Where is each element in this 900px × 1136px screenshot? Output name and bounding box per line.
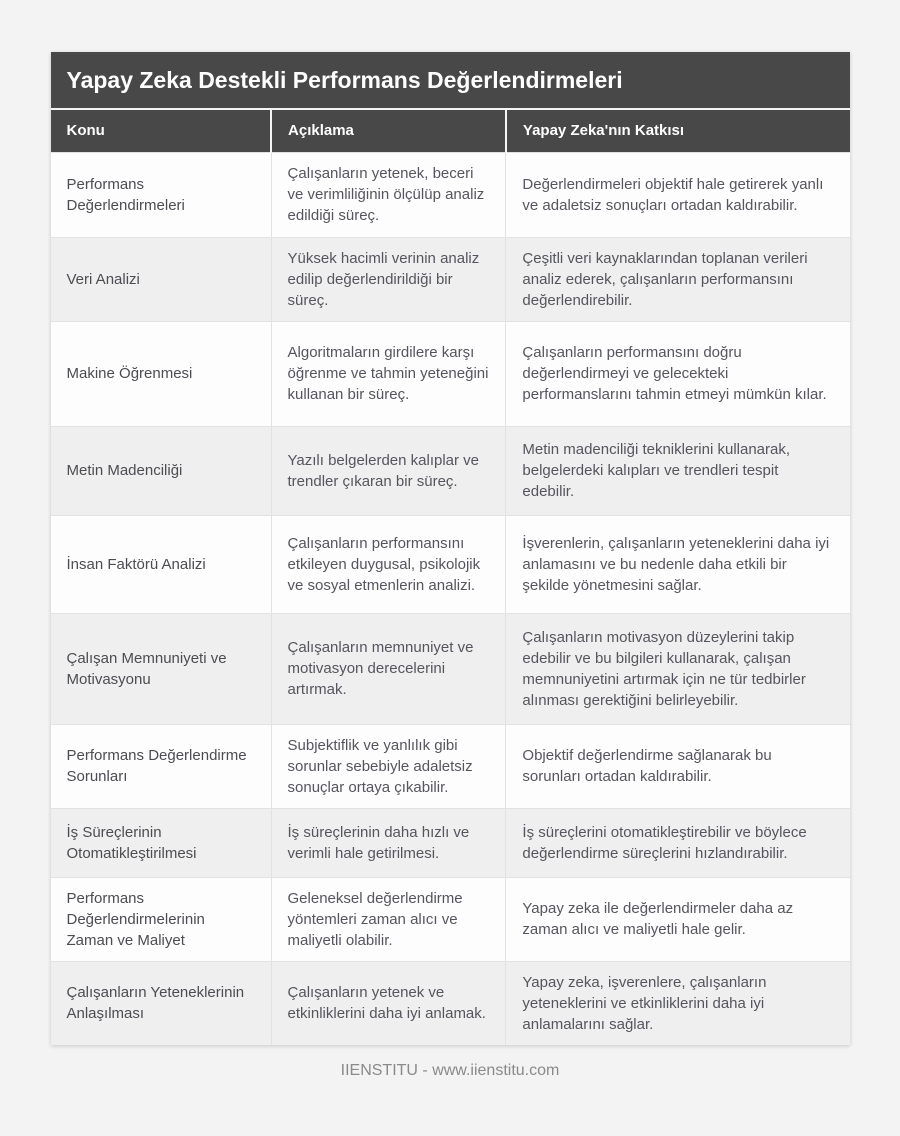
cell-aciklama: Çalışanların yetenek ve etkinliklerini daha iyi anlamak. (271, 961, 506, 1045)
cell-konu: Veri Analizi (51, 237, 272, 321)
cell-aciklama: Çalışanların yetenek, beceri ve verimliliğinin ölçülüp analiz edildiği süreç. (271, 152, 506, 237)
column-header-yapay-zeka-katkisi: Yapay Zeka'nın Katkısı (506, 110, 850, 152)
cell-katki: Değerlendirmeleri objektif hale getirerek yanlı ve adaletsiz sonuçları ortadan kaldırabilir. (506, 152, 850, 237)
table-row (51, 613, 850, 724)
cell-katki: Çalışanların motivasyon düzeylerini takip edebilir ve bu bilgileri kullanarak, çalışan memnuniyetini artırmak için ne tür tedbirler alınması gerektiğini belirleyebilir. (506, 613, 850, 724)
column-header-konu: Konu (51, 110, 272, 152)
table-row (51, 152, 850, 237)
cell-konu: Çalışanların Yeteneklerinin Anlaşılması (51, 961, 272, 1045)
cell-konu: Çalışan Memnuniyeti ve Motivasyonu (51, 613, 272, 724)
table-row (51, 724, 850, 808)
cell-konu: İş Süreçlerinin Otomatikleştirilmesi (51, 808, 272, 877)
cell-katki: Çeşitli veri kaynaklarından toplanan verileri analiz ederek, çalışanların performansını değerlendirebilir. (506, 237, 850, 321)
table-row (51, 237, 850, 321)
cell-konu: Performans Değerlendirmeleri (51, 152, 272, 237)
footer-credit: IIENSTITU - www.iienstitu.com (340, 1062, 560, 1079)
performance-table (51, 110, 850, 1045)
table-row (51, 426, 850, 515)
cell-katki: Metin madenciliği tekniklerini kullanarak, belgelerdeki kalıpları ve trendleri tespit edebilir. (506, 426, 850, 515)
cell-katki: İş süreçlerini otomatikleştirebilir ve böylece değerlendirme süreçlerini hızlandırabilir. (506, 808, 850, 877)
cell-katki: Çalışanların performansını doğru değerlendirmeyi ve gelecekteki performanslarını tahmin etmeyi mümkün kılar. (506, 321, 850, 426)
page-title: Yapay Zeka Destekli Performans Değerlendirmeleri (51, 52, 850, 110)
table-header-row (51, 110, 850, 152)
cell-aciklama: Çalışanların performansını etkileyen duygusal, psikolojik ve sosyal etmenlerin analizi. (271, 515, 506, 613)
cell-aciklama: Geleneksel değerlendirme yöntemleri zaman alıcı ve maliyetli olabilir. (271, 877, 506, 961)
cell-katki: Yapay zeka ile değerlendirmeler daha az zaman alıcı ve maliyetli hale gelir. (506, 877, 850, 961)
cell-aciklama: Subjektiflik ve yanlılık gibi sorunlar sebebiyle adaletsiz sonuçlar ortaya çıkabilir. (271, 724, 506, 808)
cell-konu: Metin Madenciliği (51, 426, 272, 515)
column-header-aciklama: Açıklama (271, 110, 506, 152)
cell-aciklama: Çalışanların memnuniyet ve motivasyon derecelerini artırmak. (271, 613, 506, 724)
cell-konu: İnsan Faktörü Analizi (51, 515, 272, 613)
cell-katki: Objektif değerlendirme sağlanarak bu sorunları ortadan kaldırabilir. (506, 724, 850, 808)
table-row (51, 961, 850, 1045)
table-row (51, 321, 850, 426)
cell-aciklama: Yüksek hacimli verinin analiz edilip değerlendirildiği bir süreç. (271, 237, 506, 321)
cell-aciklama: Yazılı belgelerden kalıplar ve trendler çıkaran bir süreç. (271, 426, 506, 515)
cell-konu: Makine Öğrenmesi (51, 321, 272, 426)
table-body (51, 152, 850, 1045)
cell-aciklama: Algoritmaların girdilere karşı öğrenme ve tahmin yeteneğini kullanan bir süreç. (271, 321, 506, 426)
performance-table-card (51, 52, 850, 1045)
cell-konu: Performans Değerlendirme Sorunları (51, 724, 272, 808)
cell-konu: Performans Değerlendirmelerinin Zaman ve Maliyet (51, 877, 272, 961)
table-row (51, 877, 850, 961)
cell-katki: Yapay zeka, işverenlere, çalışanların yeteneklerini ve etkinliklerini daha iyi anlamalarını sağlar. (506, 961, 850, 1045)
cell-katki: İşverenlerin, çalışanların yeteneklerini daha iyi anlamasını ve bu nedenle daha etkili bir şekilde yönetmesini sağlar. (506, 515, 850, 613)
table-row (51, 515, 850, 613)
cell-aciklama: İş süreçlerinin daha hızlı ve verimli hale getirilmesi. (271, 808, 506, 877)
table-row (51, 808, 850, 877)
